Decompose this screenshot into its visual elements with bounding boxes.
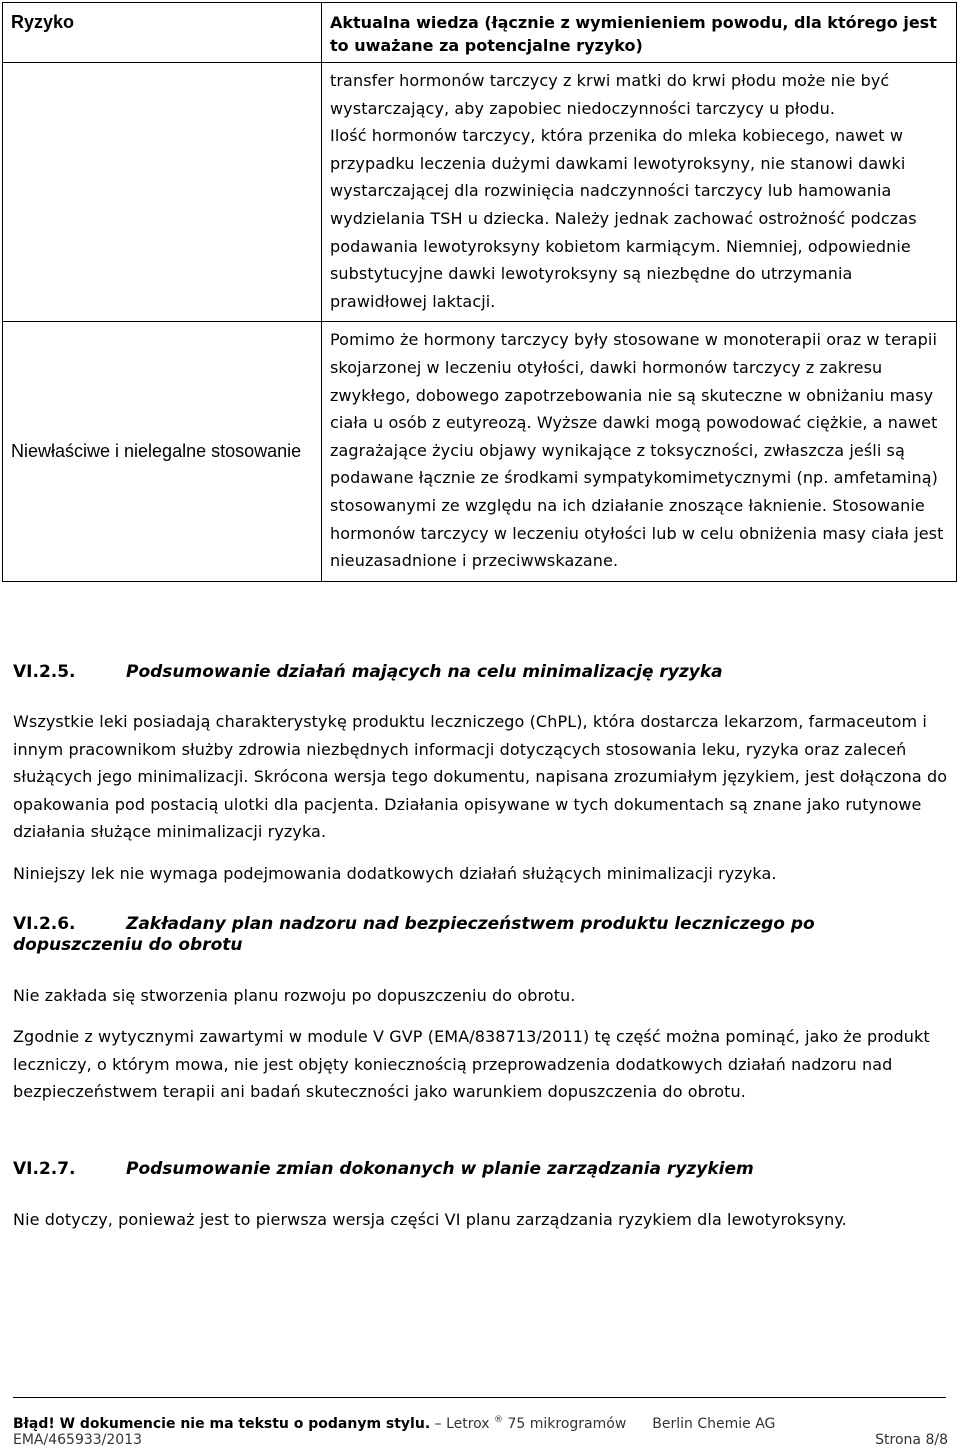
header-risk: Ryzyko xyxy=(3,3,322,63)
row1-paragraph: Ilość hormonów tarczycy, która przenika do mleka kobiecego, nawet w przypadku leczenia dużymi dawkami lewotyroksyny, nie stanowi dawki wystarczającej dla rozwinięcia nadczynności tarczycy lub hamowania wydzielania TSH u dziecka. Należy jednak zachować ostrożność podczas podawania lewotyroksyny kobietom karmiącym. Niemniej, odpowiednie substytucyjne dawki lewotyroksyny są niezbędne do utrzymania prawidłowej laktacji. xyxy=(330,126,917,311)
body-paragraph: Nie dotyczy, ponieważ jest to pierwsza wersja części VI planu zarządzania ryzykiem dla lewotyroksyny. xyxy=(13,1210,847,1229)
row2-label: Niewłaściwe i nielegalne stosowanie xyxy=(3,322,322,581)
section-heading-vi-2-7 xyxy=(13,1159,754,1180)
footer-divider xyxy=(13,1397,946,1398)
table-row xyxy=(3,63,957,322)
registered-mark: ® xyxy=(494,1415,504,1425)
footer-line-1 xyxy=(13,1411,948,1433)
footer-doc-id: EMA/465933/2013 xyxy=(13,1432,143,1448)
body-paragraph: Niniejszy lek nie wymaga podejmowania dodatkowych działań służących minimalizacji ryzyka. xyxy=(13,864,777,883)
body-paragraph: Zgodnie z wytycznymi zawartymi w module V GVP (EMA/838713/2011) tę część można pominąć, jako że produkt leczniczy, o którym mowa, nie jest objęty koniecznością przeprowadzenia dodatkowych działań nadzoru nad bezpieczeństwem terapii ani badań skuteczności jako warunkiem dopuszczenia do obrotu. xyxy=(13,1027,930,1102)
section-title: Podsumowanie działań mających na celu minimalizację ryzyka xyxy=(126,662,723,682)
body-paragraph: Nie zakłada się stworzenia planu rozwoju po dopuszczeniu do obrotu. xyxy=(13,986,576,1005)
body-paragraph: Wszystkie leki posiadają charakterystykę produktu leczniczego (ChPL), która dostarcza lekarzom, farmaceutom i innym pracownikom służby zdrowia niezbędnych informacji dotyczących stosowania leku, ryzyka oraz zaleceń służących jego minimalizacji. Skrócona wersja tego dokumentu, napisana zrozumiałym językiem, jest dołączona do opakowania pod postacią ulotki dla pacjenta. Działania opisywane w tych dokumentach są znane jako rutynowe działania służące minimalizacji ryzyka. xyxy=(13,712,948,842)
footer-dash: – xyxy=(430,1416,447,1432)
section-heading-vi-2-5 xyxy=(13,662,723,683)
footer-product: Letrox xyxy=(446,1416,490,1432)
section-title: Zakładany plan nadzoru nad bezpieczeństwem produktu leczniczego po xyxy=(126,914,815,934)
section-number: VI.2.7. xyxy=(13,1159,76,1179)
section-number: VI.2.6. xyxy=(13,914,76,934)
row1-text-cell xyxy=(322,63,957,322)
footer-error-text: Błąd! W dokumencie nie ma tekstu o podanym stylu. xyxy=(13,1416,431,1432)
table-header-row xyxy=(3,3,957,63)
footer-line-2 xyxy=(13,1431,948,1449)
table-row xyxy=(3,322,957,581)
section-number: VI.2.5. xyxy=(13,662,76,682)
risk-table xyxy=(2,2,957,582)
footer-company: Berlin Chemie AG xyxy=(652,1416,776,1432)
footer-page-number: Strona 8/8 xyxy=(875,1432,948,1448)
section-title-cont: dopuszczeniu do obrotu xyxy=(13,935,243,955)
section-heading-vi-2-6 xyxy=(13,914,815,956)
section-title: Podsumowanie zmian dokonanych w planie zarządzania ryzykiem xyxy=(126,1159,754,1179)
footer-dose: 75 mikrogramów xyxy=(503,1416,627,1432)
row1-label-cell xyxy=(3,63,322,322)
header-knowledge: Aktualna wiedza (łącznie z wymienieniem powodu, dla którego jest to uważane za potencjalne ryzyko) xyxy=(322,3,957,63)
row2-text: Pomimo że hormony tarczycy były stosowane w monoterapii oraz w terapii skojarzonej w leczeniu otyłości, dawki hormonów tarczycy z zakresu zwykłego, dobowego zapotrzebowania nie są skuteczne w obniżaniu masy ciała u osób z eutyreozą. Wyższe dawki mogą powodować ciężkie, a nawet zagrażające życiu objawy wynikające z toksyczności, zwłaszcza jeśli są podawane łącznie ze środkami sympatykomimetycznymi (np. amfetaminą) stosowanymi ze względu na ich działanie znoszące łaknienie. Stosowanie hormonów tarczycy w leczeniu otyłości lub w celu obniżenia masy ciała jest nieuzasadnione i przeciwwskazane. xyxy=(322,322,957,581)
row1-paragraph: transfer hormonów tarczycy z krwi matki do krwi płodu może nie być wystarczający, aby zapobiec niedoczynności tarczycy u płodu. xyxy=(330,71,890,118)
